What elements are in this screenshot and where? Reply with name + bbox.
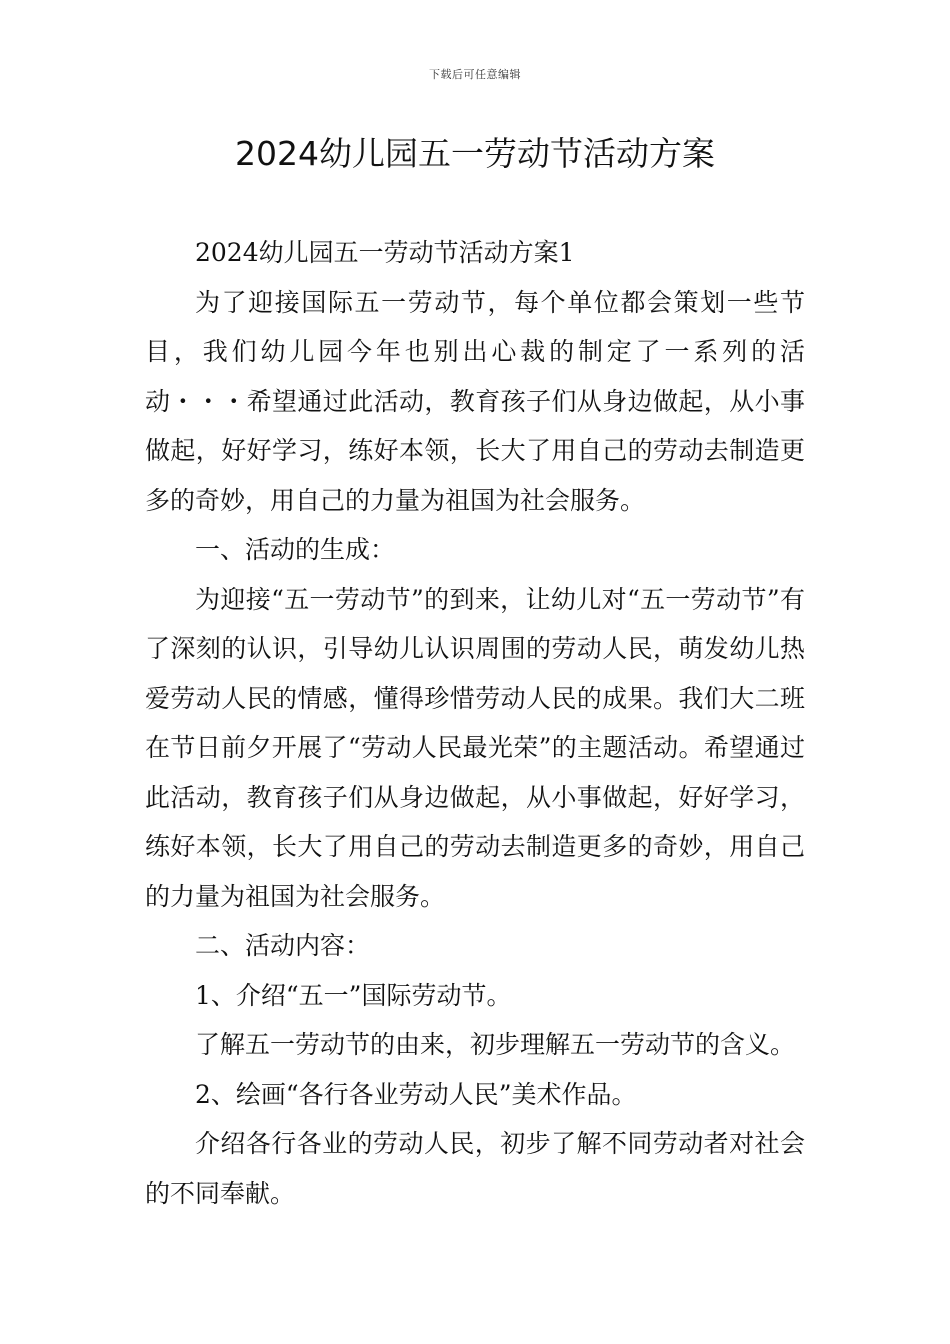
body-paragraph: 为迎接“五一劳动节”的到来，让幼儿对“五一劳动节”有了深刻的认识，引导幼儿认识周围的劳动人民，萌发幼儿热爱劳动人民的情感，懂得珍惜劳动人民的成果。我们大二班在节日前夕开展了“劳动人民最光荣”的主题活动。希望通过此活动，教育孩子们从身边做起，从小事做起，好好学习，练好本领，长大了用自己的劳动去制造更多的奇妙，用自己的力量为祖国为社会服务。 xyxy=(145,584,805,911)
body-paragraph: 介绍各行各业的劳动人民，初步了解不同劳动者对社会的不同奉献。 xyxy=(145,1129,805,1208)
body-paragraph: 了解五一劳动节的由来，初步理解五一劳动节的含义。 xyxy=(195,1030,796,1059)
document-title: 2024幼儿园五一劳动节活动方案 xyxy=(235,134,715,173)
header-note: 下载后可任意编辑 xyxy=(429,68,521,81)
list-item: 2、绘画“各行各业劳动人民”美术作品。 xyxy=(195,1079,637,1109)
document-body xyxy=(145,228,805,1218)
section-heading: 一、活动的生成： xyxy=(195,535,396,564)
section-heading: 2024幼儿园五一劳动节活动方案1 xyxy=(195,238,575,267)
body-paragraph: 为了迎接国际五一劳动节，每个单位都会策划一些节目，我们幼儿园今年也别出心裁的制定了一系列的活动・・・希望通过此活动，教育孩子们从身边做起，从小事做起，好好学习，练好本领，长大了用自己的劳动去制造更多的奇妙，用自己的力量为祖国为社会服务。 xyxy=(145,287,805,515)
section-heading: 二、活动内容： xyxy=(195,931,371,960)
list-item: 1、介绍“五一”国际劳动节。 xyxy=(195,980,512,1010)
